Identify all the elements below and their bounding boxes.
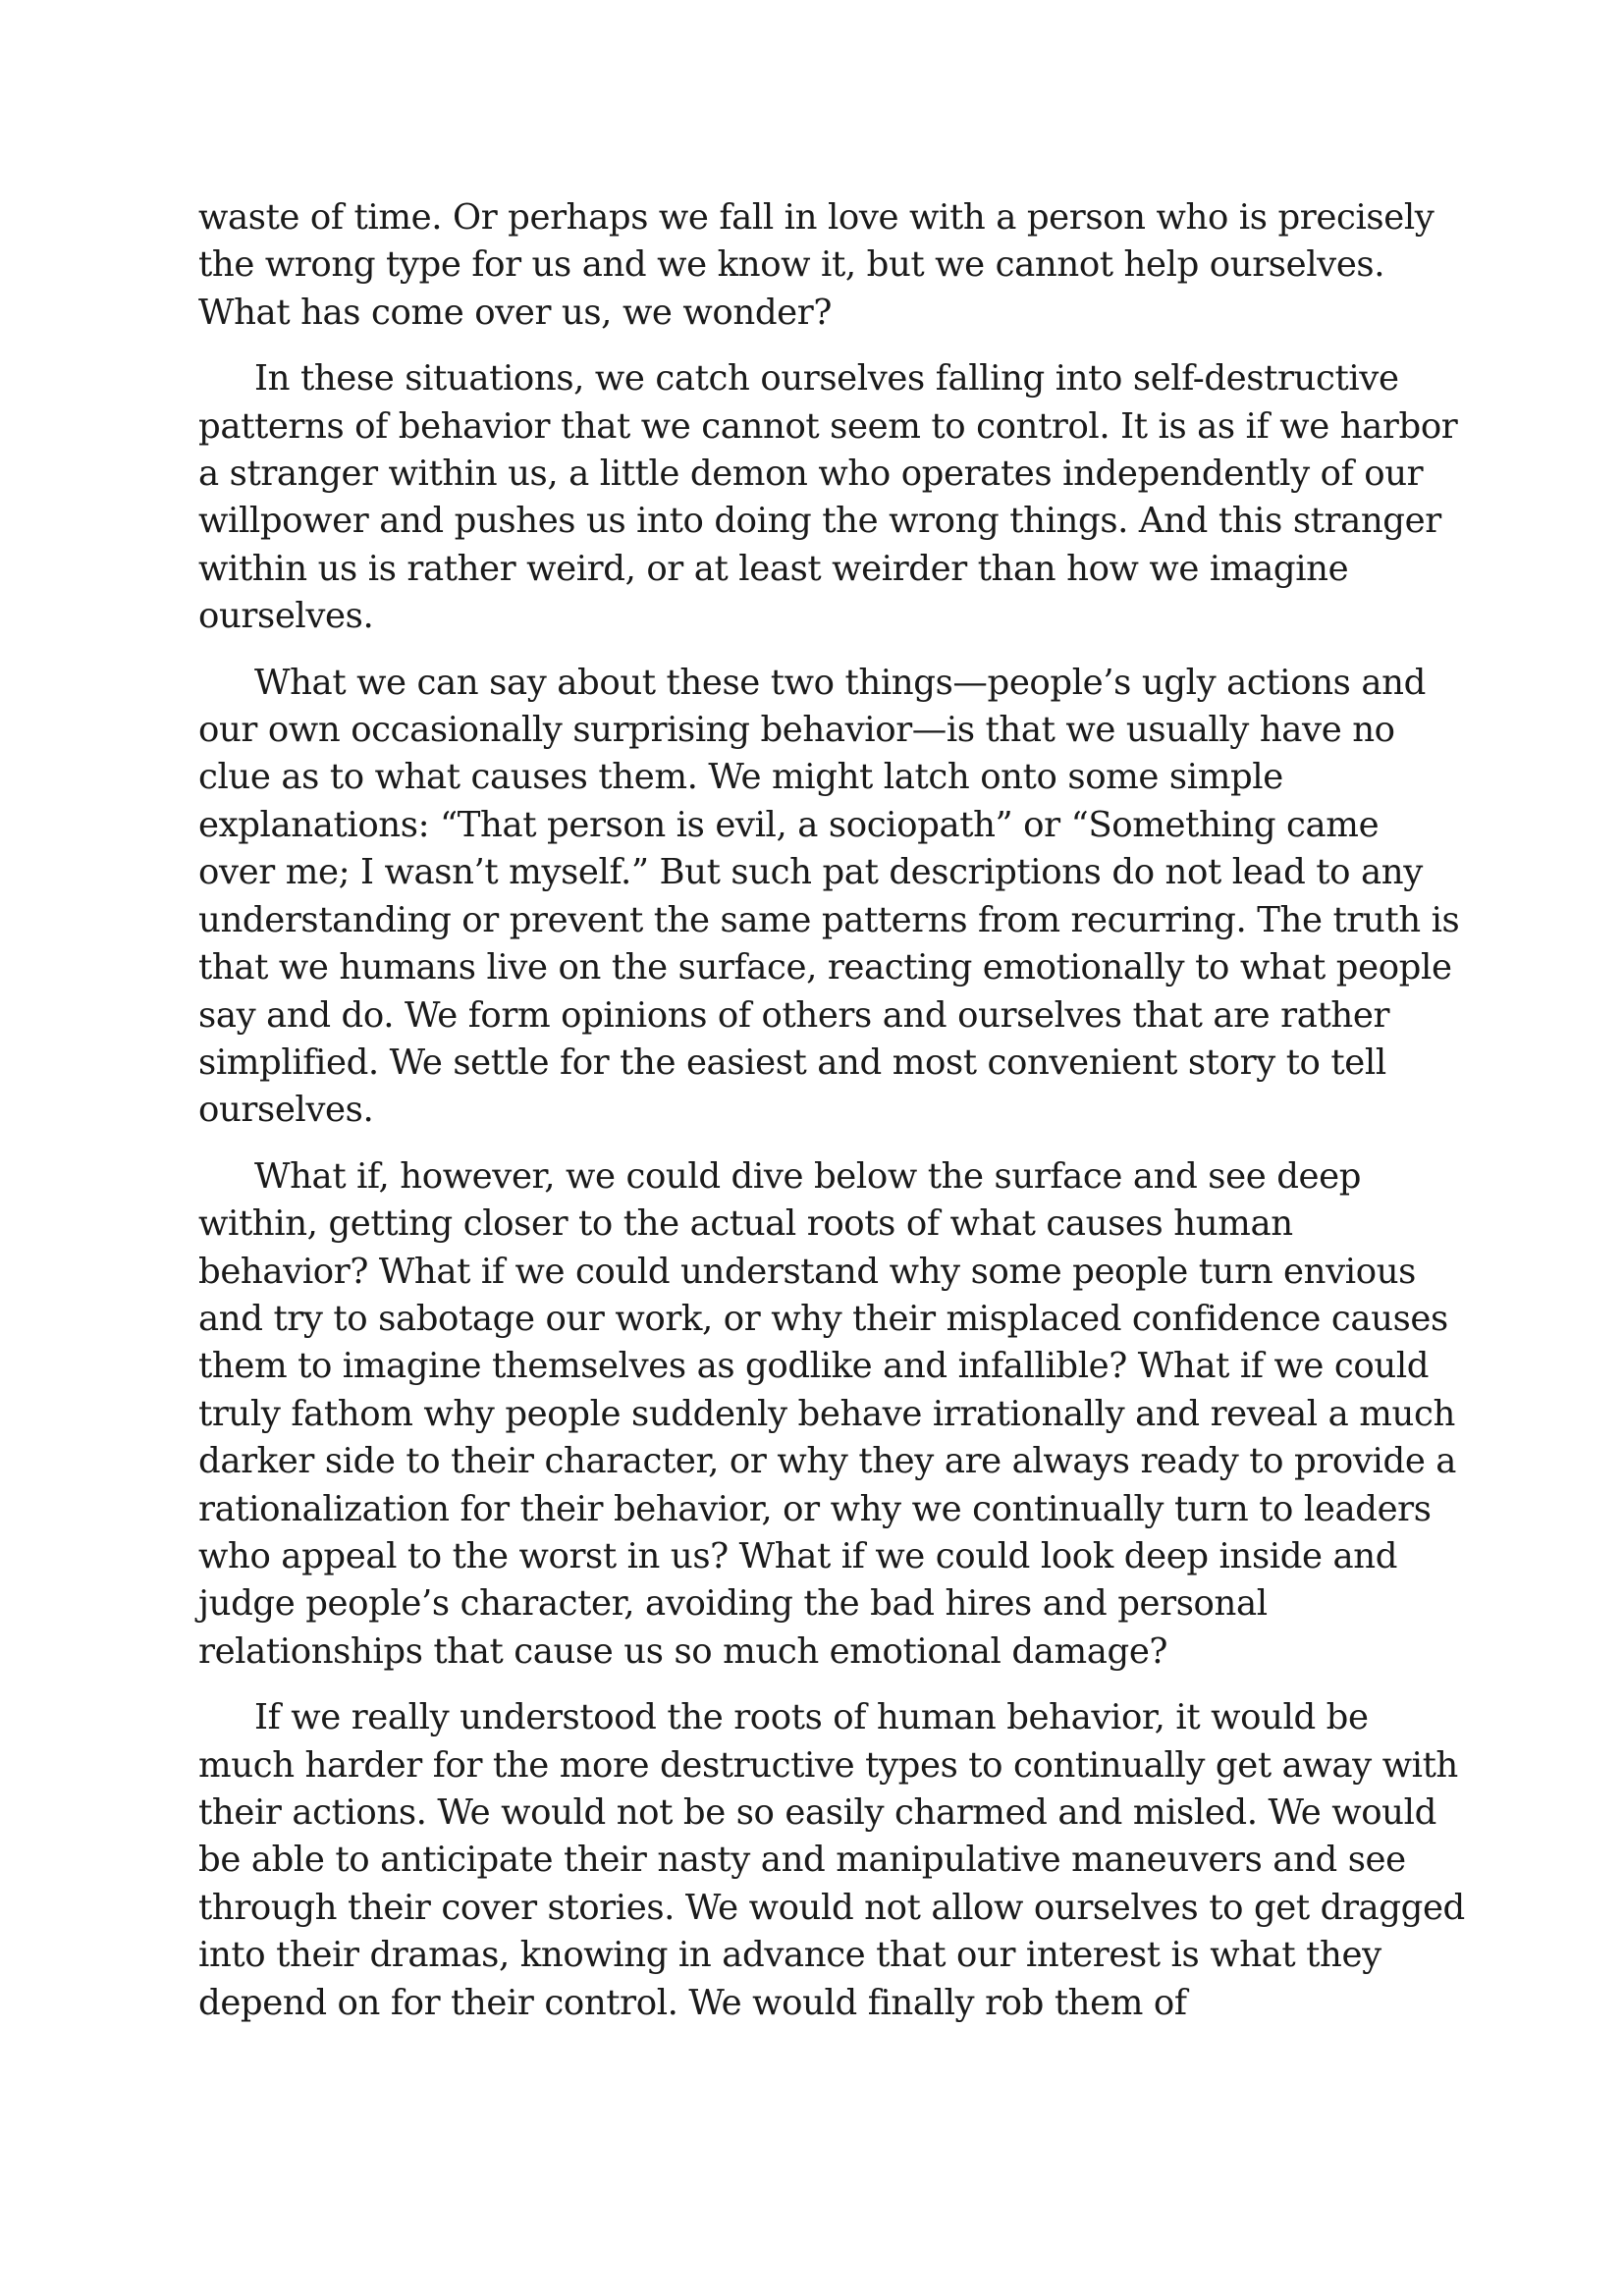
paragraph-5: If we really understood the roots of human behavior, it would be much harder for the more destructive types to continually get away with their actions. We would not be so easily charmed and misled. We would be able to anticipate their nasty and manipulative maneuvers and see through their cover stories. We would not allow ourselves to get dragged into their dramas, knowing in advance that our interest is what they depend on for their control. We would finally rob them of (198, 1697, 1465, 2023)
paragraph-2: In these situations, we catch ourselves falling into self-destructive patterns of behavior that we cannot seem to control. It is as if we harbor a stranger within us, a little demon who operates independently of our willpower and pushes us into doing the wrong things. And this stranger within us is rather weird, or at least weirder than how we imagine ourselves. (198, 358, 1458, 637)
body-text (198, 194, 1465, 2027)
paragraph-4: What if, however, we could dive below the surface and see deep within, getting closer to the actual roots of what causes human behavior? What if we could understand why some people turn envious and try to sabotage our work, or why their misplaced confidence causes them to imagine themselves as godlike and infallible? What if we could truly fathom why people suddenly behave irrationally and reveal a much darker side to their character, or why they are always ready to provide a rationalization for their behavior, or why we continually turn to leaders who appeal to the worst in us? What if we could look deep inside and judge people’s character, avoiding the bad hires and personal relationships that cause us so much emotional damage? (198, 1155, 1457, 1672)
paragraph-1: waste of time. Or perhaps we fall in love with a person who is precisely the wrong type for us and we know it, but we cannot help ourselves. What has come over us, we wonder? (198, 197, 1435, 333)
paragraph-3: What we can say about these two things—people’s ugly actions and our own occasionally surprising behavior—is that we usually have no clue as to what causes them. We might latch onto some simple explanations: “That person is evil, a sociopath” or “Something came over me; I wasn’t myself.” But such pat descriptions do not lead to any understanding or prevent the same patterns from recurring. The truth is that we humans live on the surface, reacting emotionally to what people say and do. We form opinions of others and ourselves that are rather simplified. We settle for the easiest and most convenient story to tell ourselves. (198, 662, 1460, 1131)
